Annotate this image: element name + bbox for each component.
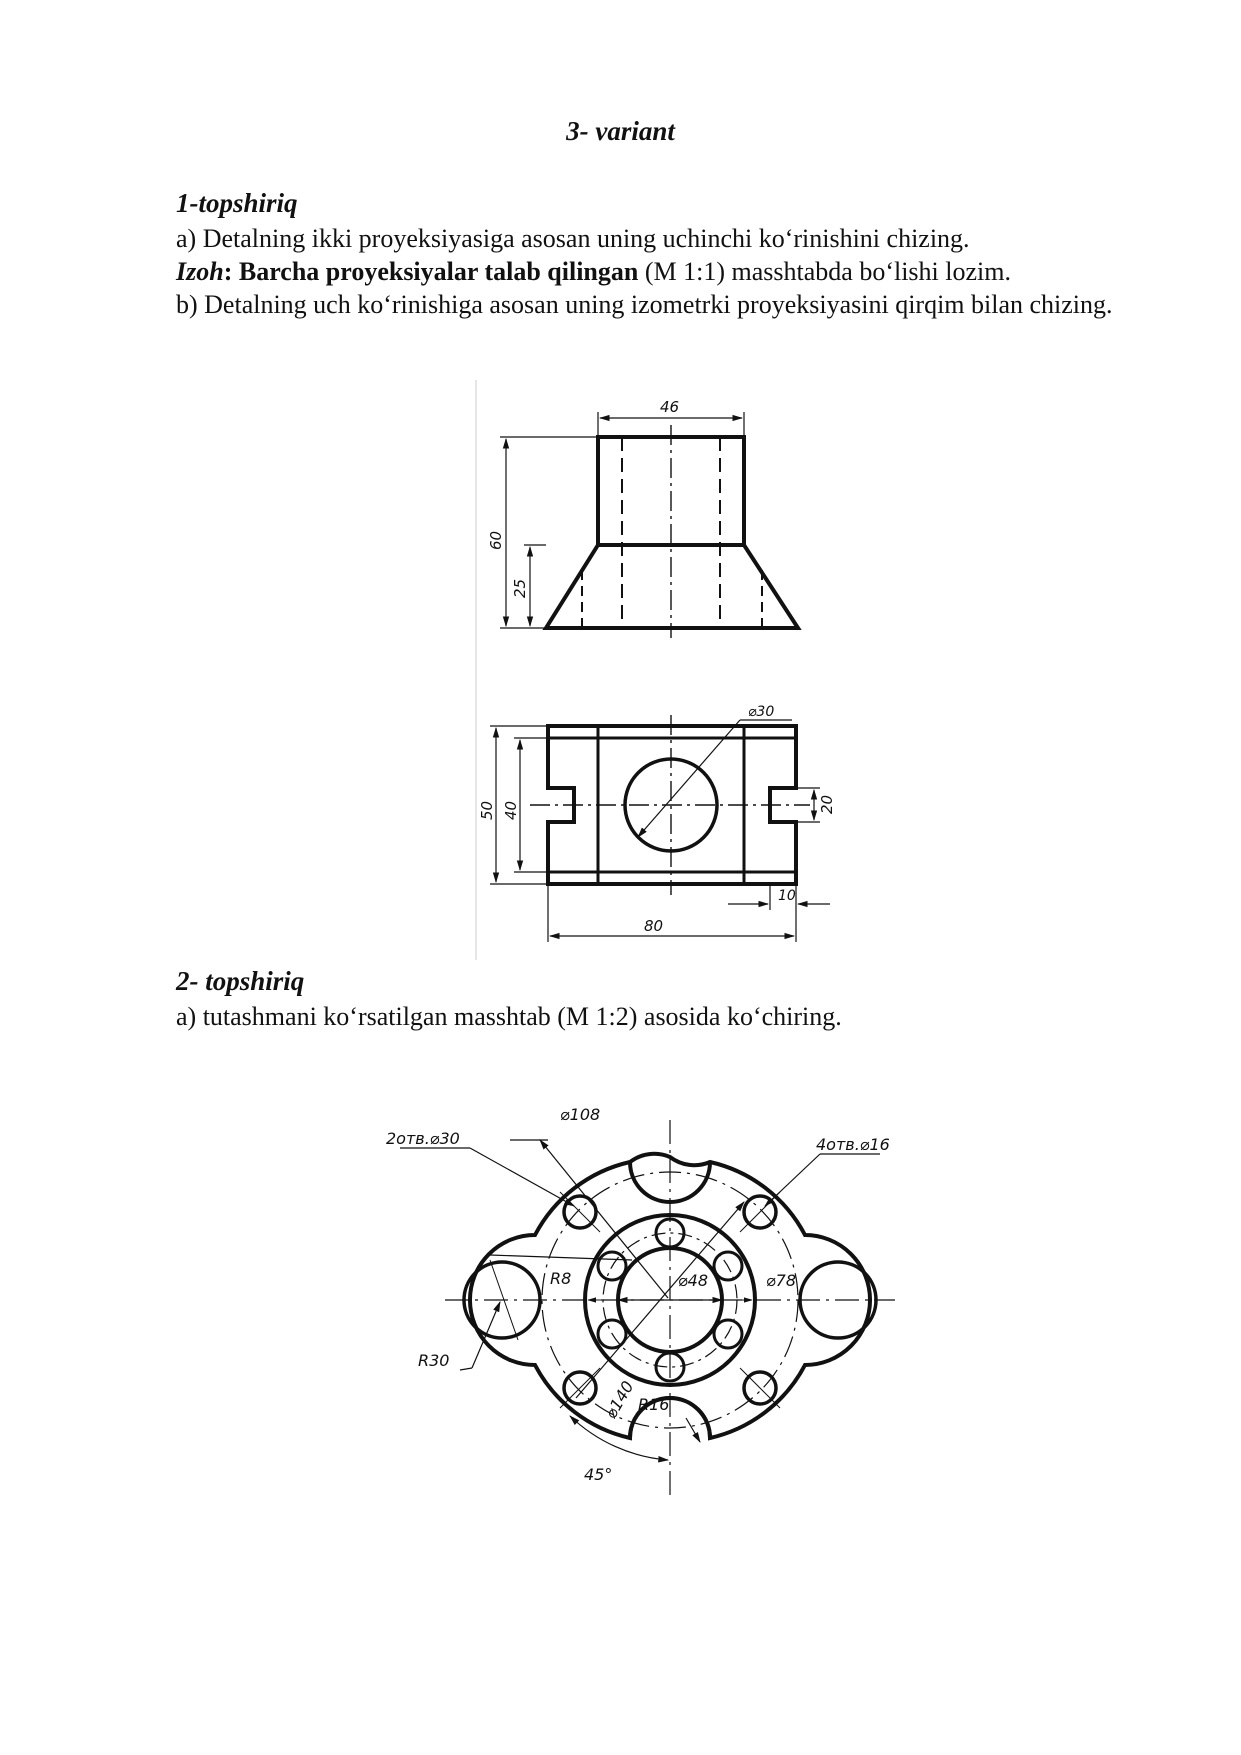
- task1-item-b: b) Detalning uch ko‘rinishiga asosan uning izometrki proyeksiyasini qirqim bilan chizing.: [176, 290, 1113, 319]
- flange-geometry: [400, 1120, 895, 1495]
- dim-r8: R8: [550, 1269, 572, 1288]
- dim-r30: R30: [418, 1351, 450, 1370]
- dim-10: 10: [778, 888, 796, 904]
- dim-dia140: ⌀140: [601, 1377, 638, 1422]
- page-title: 3- variant: [566, 116, 675, 146]
- dim-20: 20: [818, 794, 836, 814]
- task1-heading: 1-topshiriq: [176, 188, 298, 218]
- note-bold-text: Barcha proyeksiyalar talab qilingan: [238, 257, 639, 286]
- note-colon: :: [223, 257, 233, 286]
- dim-holes-30: 2отв.⌀30: [386, 1129, 460, 1148]
- dim-dia78: ⌀78: [766, 1271, 796, 1290]
- dim-r16: R16: [638, 1395, 670, 1414]
- dim-46: 46: [660, 398, 680, 416]
- top-view: [490, 715, 830, 942]
- task1-note: [176, 255, 1136, 288]
- dim-25: 25: [511, 578, 529, 598]
- dim-dia30: ⌀30: [748, 704, 775, 720]
- dim-80: 80: [644, 917, 664, 935]
- note-label: Izoh: [176, 257, 224, 286]
- task2-item-a: a) tutashmani ko‘rsatilgan masshtab (M 1:2) asosida ko‘chiring.: [176, 1002, 842, 1031]
- projection-drawing: [470, 380, 840, 960]
- dim-dia108: ⌀108: [560, 1105, 601, 1124]
- front-view: [500, 412, 798, 638]
- dim-50: 50: [478, 800, 496, 820]
- note-rest-text: (M 1:1) masshtabda bo‘lishi lozim.: [638, 257, 1011, 286]
- flange-drawing: [386, 1100, 940, 1540]
- dim-holes-16: 4отв.⌀16: [816, 1135, 890, 1154]
- task1-item-a: a) Detalning ikki proyeksiyasiga asosan uning uchinchi ko‘rinishini chizing.: [176, 224, 970, 253]
- dim-dia48: ⌀48: [678, 1271, 708, 1290]
- dim-40: 40: [502, 800, 520, 820]
- dim-angle-45: 45°: [584, 1465, 613, 1484]
- dim-60: 60: [487, 530, 505, 550]
- task2-heading: 2- topshiriq: [176, 966, 305, 996]
